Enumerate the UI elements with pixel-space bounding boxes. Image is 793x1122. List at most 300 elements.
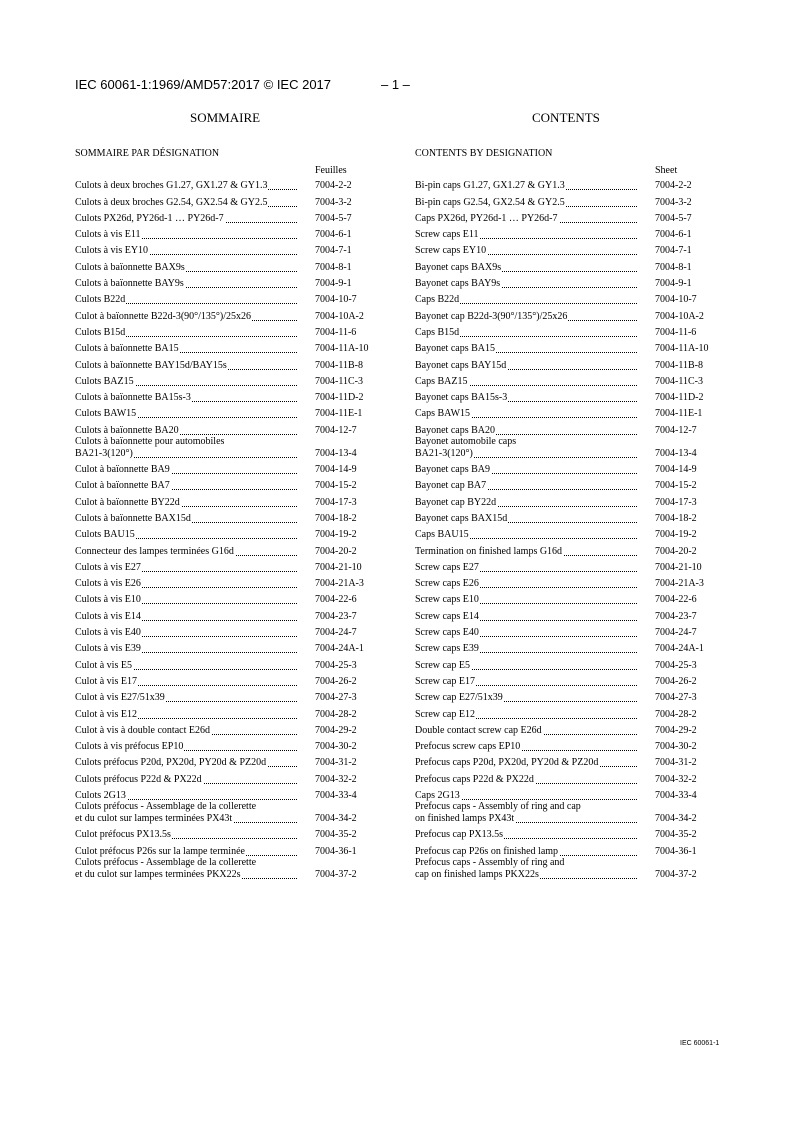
english-entry-list — [415, 179, 715, 884]
entry-title-text: Culot à vis E5 — [75, 659, 132, 671]
entry-sheet-number: 7004-11D-2 — [655, 392, 704, 404]
entry-title — [75, 643, 297, 655]
entry-title — [75, 611, 297, 623]
entry-sheet-number: 7004-11D-2 — [315, 392, 364, 404]
entry-title-text: Culots préfocus P22d & PX22d — [75, 773, 202, 785]
entry-sheet-number: 7004-15-2 — [655, 480, 697, 492]
entry-sheet-number: 7004-13-4 — [655, 447, 697, 459]
toc-entry — [75, 326, 375, 342]
entry-title — [75, 360, 297, 372]
entry-title-text: Culots à baïonnette BA15 — [75, 343, 179, 355]
entry-title — [75, 436, 297, 460]
entry-title — [415, 774, 637, 786]
entry-title — [75, 660, 297, 672]
toc-entry — [75, 260, 375, 276]
toc-entry — [415, 293, 715, 309]
toc-entry — [415, 675, 715, 691]
entry-sheet-number: 7004-32-2 — [655, 773, 697, 785]
toc-entry — [75, 658, 375, 674]
entry-title — [75, 692, 297, 704]
entry-title-text: Culots B22d — [75, 294, 126, 306]
entry-title-text: Bayonet caps BA15s-3 — [415, 392, 508, 404]
entry-title-line2: BA21-3(120°) — [75, 447, 133, 459]
entry-title-text: Culots à vis E26 — [75, 578, 141, 590]
entry-title-text: Culot préfocus PX13.5s — [75, 829, 171, 841]
toc-entry — [415, 626, 715, 642]
entry-title-text: Culots PX26d, PY26d-1 … PY26d-7 — [75, 212, 224, 224]
toc-entry — [415, 707, 715, 723]
entry-title — [75, 343, 297, 355]
toc-entry — [75, 724, 375, 740]
page-footer: IEC 60061-1 — [680, 1040, 720, 1047]
entry-sheet-number: 7004-10-7 — [655, 294, 697, 306]
entry-title-text: Culot à vis E12 — [75, 708, 137, 720]
entry-sheet-number: 7004-7-1 — [655, 245, 692, 257]
toc-entry — [415, 212, 715, 228]
entry-title — [75, 392, 297, 404]
entry-title — [75, 278, 297, 290]
entry-title — [75, 562, 297, 574]
entry-title — [75, 229, 297, 241]
entry-sheet-number: 7004-10A-2 — [655, 310, 704, 322]
entry-sheet-number: 7004-30-2 — [655, 741, 697, 753]
entry-sheet-number: 7004-9-1 — [655, 278, 692, 290]
toc-entry — [415, 609, 715, 625]
entry-sheet-number: 7004-21-10 — [315, 561, 362, 573]
entry-title-text: Screw caps E11 — [415, 229, 479, 241]
entry-title-line1: Culots préfocus - Assemblage de la collerette — [75, 856, 257, 868]
entry-title — [75, 546, 297, 558]
english-title: CONTENTS — [532, 110, 600, 125]
entry-sheet-number: 7004-30-2 — [315, 741, 357, 753]
entry-title — [415, 709, 637, 721]
toc-entry — [415, 260, 715, 276]
entry-title — [75, 741, 297, 753]
toc-entry — [415, 740, 715, 756]
toc-entry — [415, 756, 715, 772]
entry-title — [75, 857, 297, 881]
entry-sheet-number: 7004-31-2 — [655, 757, 697, 769]
toc-entry — [415, 407, 715, 423]
toc-entry — [415, 828, 715, 844]
toc-entry — [415, 228, 715, 244]
toc-entry — [75, 228, 375, 244]
toc-entry — [75, 772, 375, 788]
document-reference: IEC 60061-1:1969/AMD57:2017 © IEC 2017 — [75, 77, 332, 92]
entry-sheet-number: 7004-3-2 — [655, 196, 692, 208]
entry-sheet-number: 7004-20-2 — [655, 545, 697, 557]
entry-title-line2: et du culot sur lampes terminées PKX22s — [75, 868, 241, 880]
entry-sheet-number: 7004-14-9 — [655, 464, 697, 476]
entry-title — [415, 408, 637, 420]
toc-entry — [75, 179, 375, 195]
toc-entry — [75, 800, 375, 828]
entry-sheet-number: 7004-26-2 — [315, 675, 357, 687]
entry-title — [415, 262, 637, 274]
entry-title — [415, 513, 637, 525]
entry-title-text: Prefocus caps P20d, PX20d, PY20d & PZ20d — [415, 757, 599, 769]
entry-title — [75, 262, 297, 274]
entry-title — [415, 741, 637, 753]
toc-entry — [415, 463, 715, 479]
entry-sheet-number: 7004-19-2 — [655, 529, 697, 541]
entry-title-text: Bayonet caps BAY9s — [415, 278, 501, 290]
entry-sheet-number: 7004-27-3 — [315, 692, 357, 704]
entry-title-text: Screw cap E17 — [415, 675, 475, 687]
entry-sheet-number: 7004-24A-1 — [315, 643, 364, 655]
entry-title-line1: Prefocus caps - Assembly of ring and — [415, 856, 565, 868]
entry-title-text: Bayonet caps BAX15d — [415, 512, 508, 524]
entry-sheet-number: 7004-24-7 — [315, 627, 357, 639]
entry-title-text: Connecteur des lampes terminées G16d — [75, 545, 234, 557]
entry-title — [415, 464, 637, 476]
entry-title — [415, 278, 637, 290]
toc-entry — [415, 577, 715, 593]
toc-entry — [415, 772, 715, 788]
entry-sheet-number: 7004-33-4 — [315, 789, 357, 801]
entry-sheet-number: 7004-28-2 — [655, 708, 697, 720]
entry-title-text: Bayonet caps BAX9s — [415, 261, 502, 273]
entry-title — [415, 643, 637, 655]
entry-title-text: Culots à deux broches G2.54, GX2.54 & GY2.5 — [75, 196, 268, 208]
toc-entry — [75, 495, 375, 511]
toc-entry — [415, 277, 715, 293]
toc-entry — [75, 856, 375, 884]
entry-title-text: Culots à vis préfocus EP10 — [75, 741, 184, 753]
entry-title — [75, 294, 297, 306]
entry-title-text: Bi-pin caps G2.54, GX2.54 & GY2.5 — [415, 196, 565, 208]
toc-entry — [75, 740, 375, 756]
entry-title — [415, 497, 637, 509]
entry-title-text: Culot à baïonnette B22d-3(90°/135°)/25x26 — [75, 310, 252, 322]
entry-title-text: Culots BAZ15 — [75, 375, 134, 387]
toc-entry — [75, 756, 375, 772]
entry-title — [415, 692, 637, 704]
entry-sheet-number: 7004-34-2 — [655, 812, 697, 824]
entry-title-text: Screw caps E39 — [415, 643, 479, 655]
entry-sheet-number: 7004-25-3 — [655, 659, 697, 671]
entry-title-text: Culot à vis E27/51x39 — [75, 692, 165, 704]
entry-title — [415, 480, 637, 492]
french-title: SOMMAIRE — [190, 110, 261, 125]
entry-sheet-number: 7004-3-2 — [315, 196, 352, 208]
entry-title-text: Bayonet cap BA7 — [415, 480, 487, 492]
entry-title-text: Screw caps E14 — [415, 610, 479, 622]
toc-entry — [75, 342, 375, 358]
toc-entry — [75, 293, 375, 309]
toc-entry — [75, 512, 375, 528]
entry-title — [75, 408, 297, 420]
entry-sheet-number: 7004-35-2 — [655, 829, 697, 841]
entry-title-text: Culots à vis E14 — [75, 610, 141, 622]
english-subheading: CONTENTS BY DESIGNATION — [415, 148, 553, 159]
entry-sheet-number: 7004-22-6 — [655, 594, 697, 606]
entry-title — [415, 229, 637, 241]
entry-title — [415, 360, 637, 372]
entry-sheet-number: 7004-2-2 — [315, 180, 352, 192]
entry-sheet-number: 7004-36-1 — [655, 845, 697, 857]
entry-title-text: Culots à vis E11 — [75, 229, 141, 241]
entry-sheet-number: 7004-11E-1 — [315, 408, 363, 420]
toc-entry — [75, 609, 375, 625]
entry-title-text: Bayonet caps BA20 — [415, 424, 495, 436]
entry-title — [75, 801, 297, 825]
entry-title-text: Bayonet cap BY22d — [415, 496, 497, 508]
entry-title — [75, 311, 297, 323]
entry-title-text: Double contact screw cap E26d — [415, 724, 542, 736]
toc-entry — [75, 309, 375, 325]
entry-title-text: Bayonet caps BA15 — [415, 343, 495, 355]
entry-title — [415, 327, 637, 339]
entry-title-text: Termination on finished lamps G16d — [415, 545, 563, 557]
entry-sheet-number: 7004-2-2 — [655, 180, 692, 192]
toc-entry — [75, 463, 375, 479]
entry-title-text: Screw caps E40 — [415, 627, 479, 639]
entry-title — [415, 660, 637, 672]
toc-entry — [415, 512, 715, 528]
entry-sheet-number: 7004-32-2 — [315, 773, 357, 785]
entry-sheet-number: 7004-18-2 — [655, 512, 697, 524]
entry-title — [415, 594, 637, 606]
entry-sheet-number: 7004-10-7 — [315, 294, 357, 306]
entry-sheet-number: 7004-29-2 — [655, 724, 697, 736]
entry-title-line2: cap on finished lamps PKX22s — [415, 868, 539, 880]
entry-title — [75, 464, 297, 476]
entry-title-text: Culots à baïonnette BAX15d — [75, 512, 191, 524]
toc-entry — [415, 528, 715, 544]
entry-title — [75, 627, 297, 639]
entry-sheet-number: 7004-17-3 — [655, 496, 697, 508]
entry-title-text: Caps B22d — [415, 294, 460, 306]
french-entry-list — [75, 179, 375, 884]
entry-title-text: Culot à vis E17 — [75, 675, 137, 687]
entry-title-text: Prefocus cap P26s on finished lamp — [415, 845, 559, 857]
entry-title — [75, 197, 297, 209]
entry-title-text: Culots préfocus P20d, PX20d, PY20d & PZ20d — [75, 757, 267, 769]
entry-sheet-number: 7004-19-2 — [315, 529, 357, 541]
entry-title-line2: BA21-3(120°) — [415, 447, 473, 459]
entry-title-text: Culots 2G13 — [75, 789, 126, 801]
entry-sheet-number: 7004-11C-3 — [655, 375, 703, 387]
entry-title-text: Culots à baïonnette BA20 — [75, 424, 179, 436]
toc-entry — [75, 707, 375, 723]
entry-title-text: Caps BAZ15 — [415, 375, 468, 387]
entry-sheet-number: 7004-7-1 — [315, 245, 352, 257]
toc-entry — [415, 691, 715, 707]
entry-title — [415, 180, 637, 192]
entry-sheet-number: 7004-11-6 — [655, 326, 697, 338]
entry-title-text: Culots à baïonnette BA15s-3 — [75, 392, 191, 404]
toc-entry — [75, 544, 375, 560]
entry-title-text: Bi-pin caps G1.27, GX1.27 & GY1.3 — [415, 180, 565, 192]
entry-title-text: Culots BAU15 — [75, 529, 135, 541]
toc-entry — [415, 358, 715, 374]
entry-title-line2: on finished lamps PX43t — [415, 812, 515, 824]
entry-sheet-number: 7004-31-2 — [315, 757, 357, 769]
entry-title — [415, 801, 637, 825]
entry-title-text: Culots B15d — [75, 326, 126, 338]
entry-title — [415, 343, 637, 355]
toc-entry — [415, 800, 715, 828]
toc-entry — [75, 675, 375, 691]
entry-title-text: Culots à deux broches G1.27, GX1.27 & GY1.3 — [75, 180, 268, 192]
entry-sheet-number: 7004-6-1 — [655, 229, 692, 241]
page-number: – 1 – — [381, 77, 410, 92]
entry-title-text: Culot à baïonnette BA7 — [75, 480, 170, 492]
entry-title-text: Caps PX26d, PY26d-1 … PY26d-7 — [415, 212, 558, 224]
entry-title — [75, 245, 297, 257]
entry-title — [75, 725, 297, 737]
entry-sheet-number: 7004-34-2 — [315, 812, 357, 824]
toc-entry — [415, 642, 715, 658]
entry-title-line1: Culots à baïonnette pour automobiles — [75, 435, 225, 447]
toc-entry — [75, 244, 375, 260]
entry-title — [415, 611, 637, 623]
entry-sheet-number: 7004-11A-10 — [315, 343, 369, 355]
entry-sheet-number: 7004-25-3 — [315, 659, 357, 671]
toc-entry — [75, 212, 375, 228]
entry-title — [75, 513, 297, 525]
toc-entry — [415, 179, 715, 195]
entry-title — [415, 197, 637, 209]
entry-title — [415, 213, 637, 225]
entry-title — [415, 829, 637, 841]
entry-title-text: Culots à vis E39 — [75, 643, 141, 655]
toc-entry — [415, 195, 715, 211]
entry-sheet-number: 7004-20-2 — [315, 545, 357, 557]
toc-entry — [415, 326, 715, 342]
toc-entry — [75, 277, 375, 293]
entry-sheet-number: 7004-23-7 — [655, 610, 697, 622]
entry-title-text: Screw caps E26 — [415, 578, 479, 590]
entry-sheet-number: 7004-23-7 — [315, 610, 357, 622]
toc-entry — [415, 391, 715, 407]
entry-sheet-number: 7004-24A-1 — [655, 643, 704, 655]
entry-title-line2: et du culot sur lampes terminées PX43t — [75, 812, 233, 824]
entry-sheet-number: 7004-11B-8 — [655, 359, 703, 371]
entry-title — [75, 480, 297, 492]
french-subheading: SOMMAIRE PAR DÉSIGNATION — [75, 148, 220, 159]
entry-title — [415, 757, 637, 769]
entry-sheet-number: 7004-10A-2 — [315, 310, 364, 322]
entry-title — [415, 392, 637, 404]
toc-entry — [75, 407, 375, 423]
toc-entry — [75, 479, 375, 495]
entry-sheet-number: 7004-33-4 — [655, 789, 697, 801]
entry-title — [415, 578, 637, 590]
entry-sheet-number: 7004-12-7 — [655, 424, 697, 436]
entry-sheet-number: 7004-5-7 — [315, 212, 352, 224]
entry-sheet-number: 7004-15-2 — [315, 480, 357, 492]
entry-sheet-number: 7004-11A-10 — [655, 343, 709, 355]
entry-title — [75, 676, 297, 688]
toc-entry — [75, 626, 375, 642]
toc-entry — [75, 577, 375, 593]
entry-title — [75, 376, 297, 388]
entry-title-text: Culots à vis EY10 — [75, 245, 149, 257]
entry-title — [75, 578, 297, 590]
entry-title-line1: Bayonet automobile caps — [415, 435, 517, 447]
entry-sheet-number: 7004-17-3 — [315, 496, 357, 508]
entry-title-text: Prefocus caps P22d & PX22d — [415, 773, 534, 785]
entry-title-text: Bayonet caps BA9 — [415, 464, 490, 476]
entry-title — [75, 774, 297, 786]
toc-entry — [415, 375, 715, 391]
entry-title — [415, 562, 637, 574]
entry-title-text: Caps B15d — [415, 326, 460, 338]
french-sheet-header: Feuilles — [315, 165, 347, 176]
toc-entry — [415, 561, 715, 577]
entry-title — [75, 709, 297, 721]
entry-title — [415, 311, 637, 323]
entry-sheet-number: 7004-5-7 — [655, 212, 692, 224]
entry-title-text: Screw cap E27/51x39 — [415, 692, 503, 704]
toc-entry — [75, 691, 375, 707]
entry-title-text: Culots à baïonnette BAY9s — [75, 278, 184, 290]
entry-sheet-number: 7004-11C-3 — [315, 375, 363, 387]
entry-sheet-number: 7004-8-1 — [315, 261, 352, 273]
entry-title-text: Culot à baïonnette BA9 — [75, 464, 170, 476]
entry-title — [75, 497, 297, 509]
entry-title-text: Culot à baïonnette BY22d — [75, 496, 180, 508]
entry-sheet-number: 7004-11B-8 — [315, 359, 363, 371]
entry-title — [415, 857, 637, 881]
english-sheet-header: Sheet — [655, 165, 678, 176]
entry-title-text: Culot à vis à double contact E26d — [75, 724, 210, 736]
entry-title — [75, 180, 297, 192]
entry-title-text: Culots à baïonnette BAY15d/BAY15s — [75, 359, 227, 371]
entry-title-text: Prefocus cap PX13.5s — [415, 829, 504, 841]
entry-sheet-number: 7004-21A-3 — [655, 578, 704, 590]
toc-entry — [415, 479, 715, 495]
entry-title-text: Caps 2G13 — [415, 789, 460, 801]
toc-entry — [75, 642, 375, 658]
toc-entry — [415, 244, 715, 260]
entry-sheet-number: 7004-24-7 — [655, 627, 697, 639]
toc-entry — [75, 528, 375, 544]
toc-entry — [75, 561, 375, 577]
entry-title — [75, 213, 297, 225]
entry-title-text: Culot préfocus P26s sur la lampe terminée — [75, 845, 245, 857]
toc-entry — [415, 593, 715, 609]
entry-title — [415, 436, 637, 460]
entry-title — [75, 529, 297, 541]
entry-title — [75, 757, 297, 769]
entry-title-text: Bayonet cap B22d-3(90°/135°)/25x26 — [415, 310, 568, 322]
entry-title-text: Caps BAW15 — [415, 408, 471, 420]
entry-sheet-number: 7004-14-9 — [315, 464, 357, 476]
entry-sheet-number: 7004-9-1 — [315, 278, 352, 290]
entry-title-text: Prefocus screw caps EP10 — [415, 741, 521, 753]
entry-title — [415, 546, 637, 558]
toc-entry — [415, 309, 715, 325]
toc-entry — [75, 391, 375, 407]
entry-title-text: Screw cap E5 — [415, 659, 470, 671]
toc-entry — [75, 435, 375, 463]
entry-sheet-number: 7004-27-3 — [655, 692, 697, 704]
toc-entry — [75, 195, 375, 211]
entry-title-text: Screw caps E27 — [415, 561, 479, 573]
entry-sheet-number: 7004-11-6 — [315, 326, 357, 338]
entry-title-text: Bayonet caps BAY15d — [415, 359, 507, 371]
toc-entry — [75, 358, 375, 374]
toc-entry — [415, 724, 715, 740]
entry-title-line1: Prefocus caps - Assembly of ring and cap — [415, 800, 581, 812]
entry-sheet-number: 7004-18-2 — [315, 512, 357, 524]
entry-title-text: Culots à vis E27 — [75, 561, 141, 573]
entry-sheet-number: 7004-29-2 — [315, 724, 357, 736]
toc-entry — [415, 435, 715, 463]
